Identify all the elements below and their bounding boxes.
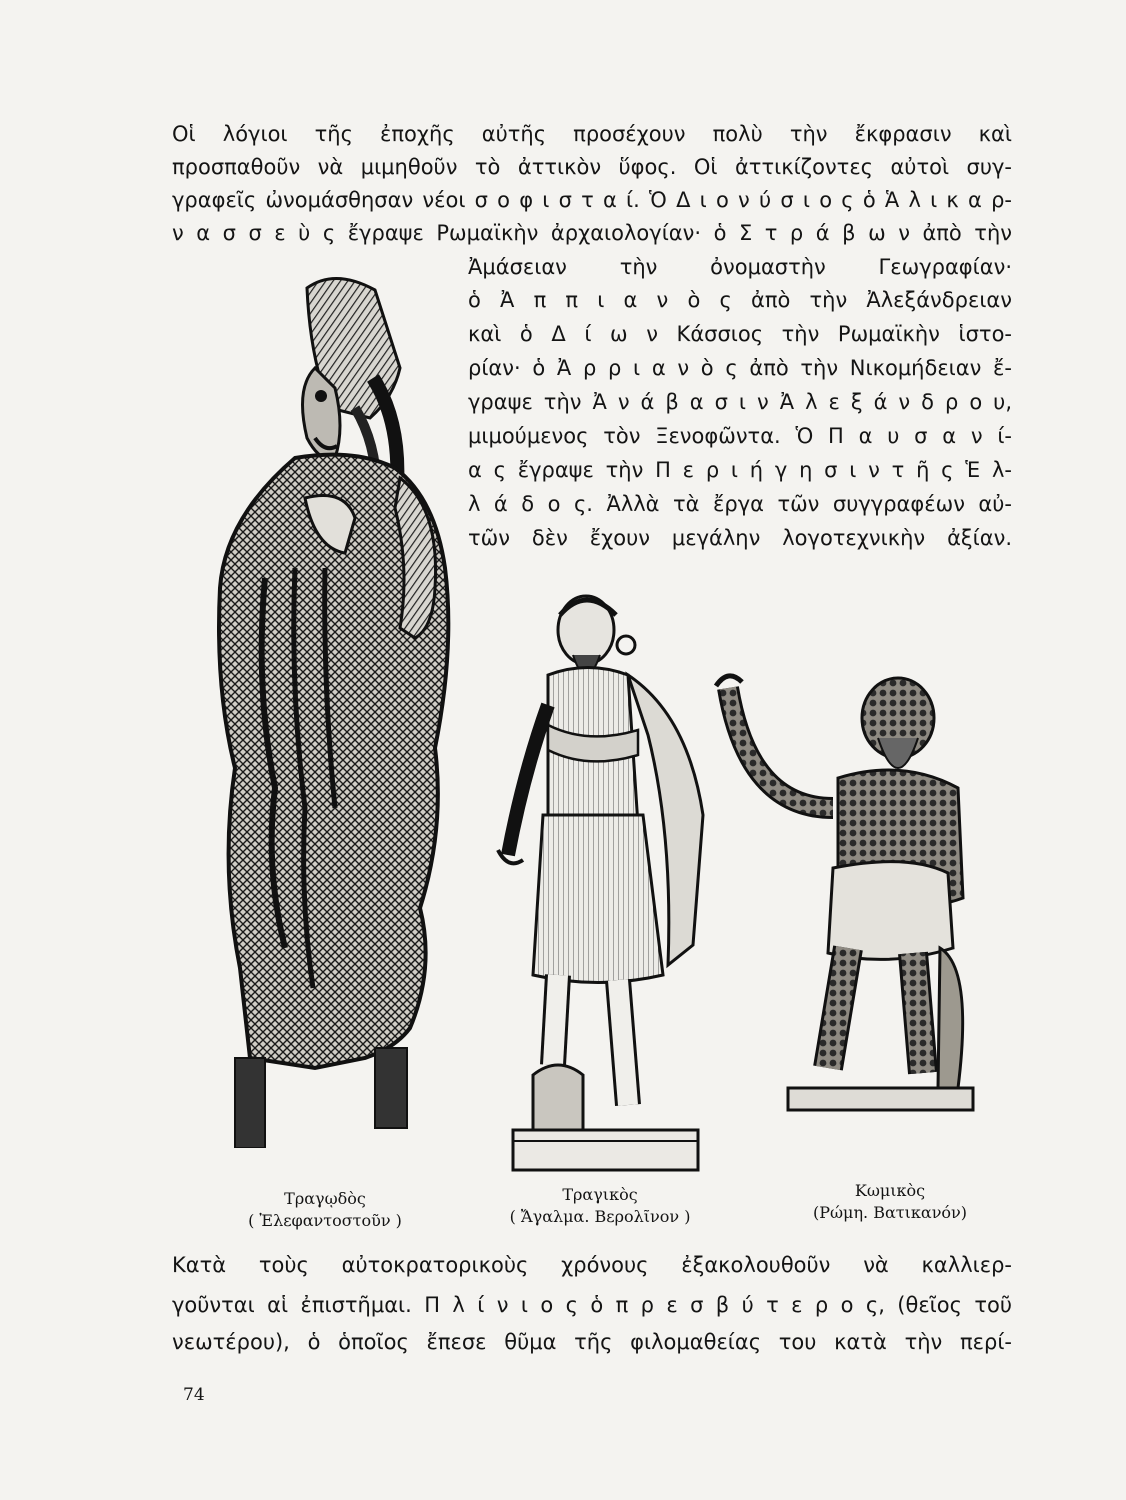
text-line: α ς ἔγραψε τὴν Π ε ρ ι ή γ η σ ι ν τ ῆ ς Ἑ λ- [468,458,1012,482]
text-line: μιμούμενος τὸν Ξενοφῶντα. Ὁ Π α υ σ α ν ί- [468,424,1012,448]
caption-source: (Ρώμη. Βατικανόν) [812,1203,968,1222]
caption-title: Κωμικὸς [854,1181,926,1200]
text-line: τῶν δὲν ἔχουν μεγάλην λογοτεχνικὴν ἀξίαν. [468,526,1012,550]
text-line: Κατὰ τοὺς αὐτοκρατορικοὺς χρόνους ἐξακολουθοῦν νὰ καλλιερ- [172,1253,1012,1277]
text-line: ν α σ σ ε ὺ ς ἔγραψε Ρωμαϊκὴν ἀρχαιολογίαν· ὁ Σ τ ρ ά β ω ν ἀπὸ τὴν [172,221,1012,245]
text-line: προσπαθοῦν νὰ μιμηθοῦν τὸ ἀττικὸν ὕφος. Οἱ ἀττικίζοντες αὐτοὶ συγ- [172,155,1012,179]
text-line: γραψε τὴν Ἀ ν ά β α σ ι ν Ἀ λ ε ξ ά ν δ ρ ο υ, [468,390,1012,414]
comic-actor-statue-illustration [708,668,978,1128]
caption-tragikos [490,1184,710,1228]
text-line: ὁ Ἀ π π ι α ν ὸ ς ἀπὸ τὴν Ἀλεξάνδρειαν [468,288,1012,312]
caption-tragodos [225,1188,425,1232]
text-line: λ ά δ ο ς. Ἀλλὰ τὰ ἔργα τῶν συγγραφέων αὐ- [468,492,1012,516]
text-line: νεωτέρου), ὁ ὁποῖος ἔπεσε θῦμα τῆς φιλομαθείας του κατὰ τὴν περί- [172,1330,1012,1354]
text-line: καὶ ὁ Δ ί ω ν Κάσσιος τὴν Ρωμαϊκὴν ἱστο- [468,322,1012,346]
caption-title: Τραγῳδὸς [284,1189,366,1208]
text-line: Οἱ λόγιοι τῆς ἐποχῆς αὐτῆς προσέχουν πολὺ τὴν ἔκφρασιν καὶ [172,122,1012,146]
text-line: γραφεῖς ὠνομάσθησαν νέοι σ ο φ ι σ τ α ί. Ὁ Δ ι ο ν ύ σ ι ο ς ὁ Ἁ λ ι κ α ρ- [172,188,1012,212]
tragic-actor-statuette-illustration [195,268,465,1148]
page-number: 74 [183,1385,205,1405]
caption-komikos [790,1180,990,1224]
caption-title: Τραγικὸς [562,1185,638,1204]
text-line: ρίαν· ὁ Ἀ ρ ρ ι α ν ὸ ς ἀπὸ τὴν Νικομήδειαν ἔ- [468,356,1012,380]
caption-source: ( Ἐλεφαντοστοῦν ) [248,1211,402,1230]
text-line: Ἀμάσειαν τὴν ὀνομαστὴν Γεωγραφίαν· [468,255,1012,279]
tragic-actor-statue-illustration [488,585,708,1175]
text-line: γοῦνται αἱ ἐπιστῆμαι. Π λ ί ν ι ο ς ὁ π ρ ε σ β ύ τ ε ρ ο ς, (θεῖος τοῦ [172,1293,1012,1317]
caption-source: ( Ἄγαλμα. Βερολῖνον ) [509,1207,691,1226]
